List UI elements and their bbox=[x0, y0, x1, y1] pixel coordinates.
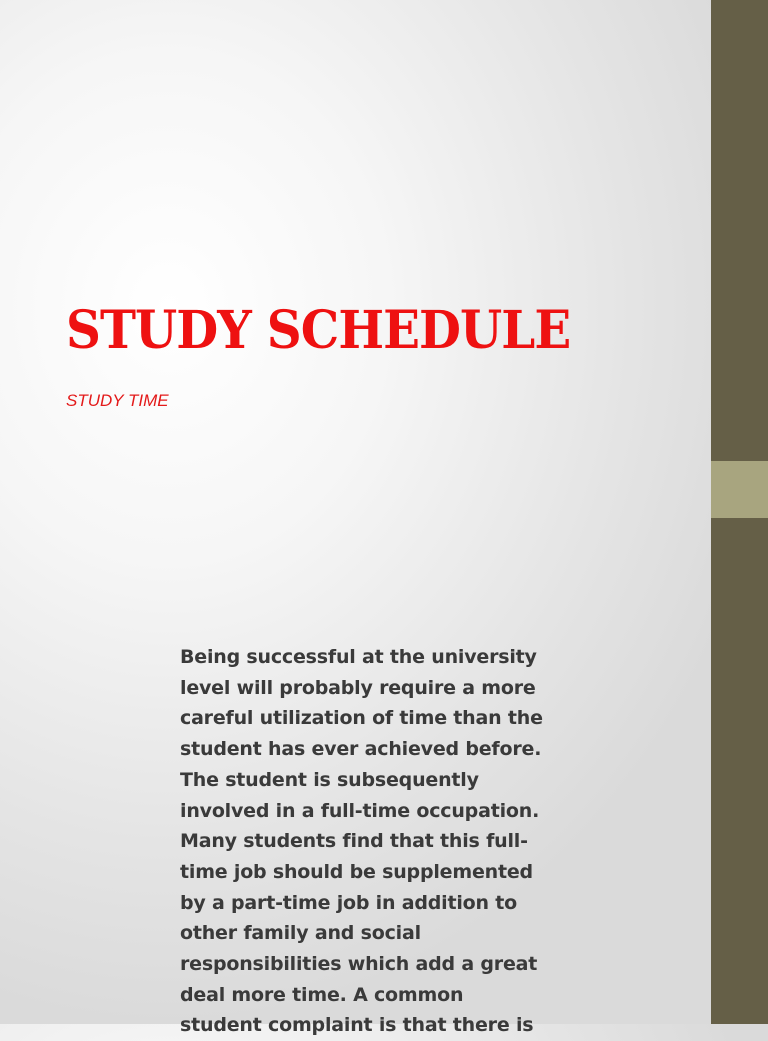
slide-subtitle: STUDY TIME bbox=[66, 391, 169, 410]
decorative-side-bar-accent bbox=[711, 461, 768, 518]
decorative-side-bar bbox=[711, 0, 768, 1024]
slide-title: STUDY SCHEDULE bbox=[66, 300, 571, 361]
slide-body-text: Being successful at the university level will probably require a more careful utilization of time than the student has ever achieved before. The student is subsequently involved in a full-time occupation. Many students find that this full-time job should be supplemented by a part-time job in addition to other family and social responsibilities which add a great deal more time. A common student complaint is that there is bbox=[180, 646, 543, 1037]
